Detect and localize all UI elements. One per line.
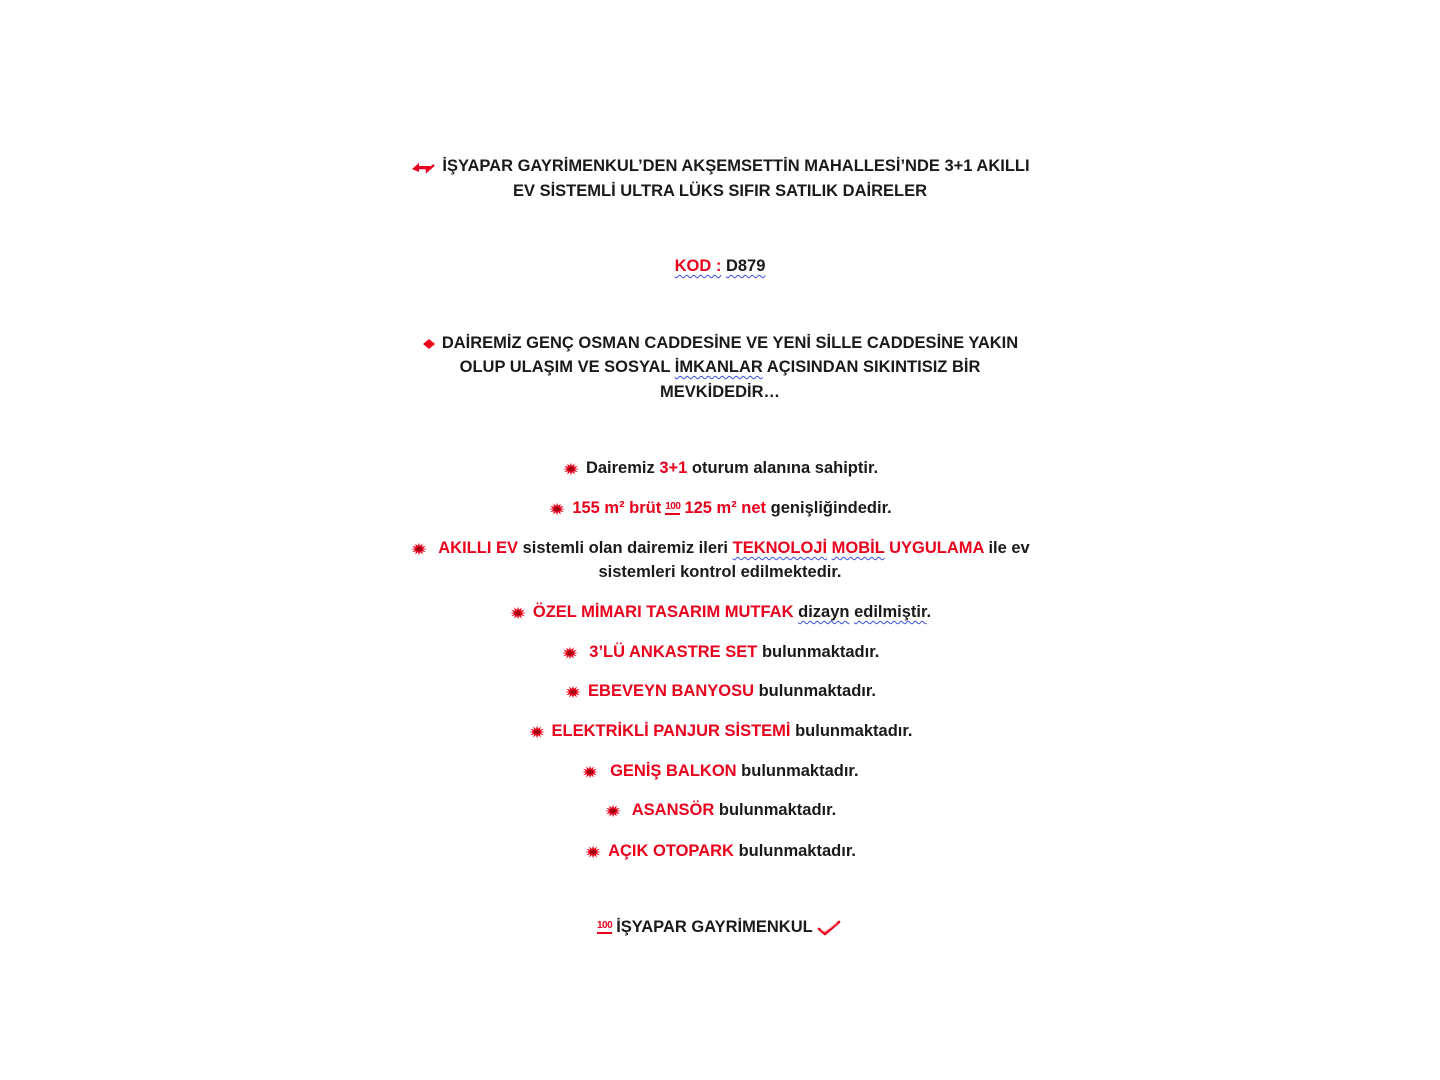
feature-text: bulunmaktadır. xyxy=(741,762,859,780)
feature-highlight: GENİŞ BALKON xyxy=(610,762,737,780)
feature-highlight: TEKNOLOJİ xyxy=(732,539,828,557)
feature-text: dizayn xyxy=(798,603,850,621)
feature-item xyxy=(0,456,1440,480)
feature-highlight: ELEKTRİKLİ PANJUR SİSTEMİ xyxy=(551,722,791,740)
header-title-line-2: EV SİSTEMLİ ULTRA LÜKS SIFIR SATILIK DAİRELER xyxy=(512,182,928,200)
location-text-3: MEVKİDEDİR… xyxy=(659,383,781,401)
feature-text: genişliğindedir. xyxy=(770,499,892,517)
feature-text: . xyxy=(926,603,932,621)
feature-text: ile ev xyxy=(988,539,1030,557)
feature-item xyxy=(0,496,1440,520)
feature-item xyxy=(0,798,1440,822)
feature-highlight: 155 m² brüt xyxy=(572,499,662,517)
feature-item xyxy=(0,640,1440,664)
feature-highlight: 125 m² net xyxy=(684,499,767,517)
code-line xyxy=(0,254,1440,278)
feature-text: edilmiştir xyxy=(854,603,927,621)
red-burst-icon xyxy=(509,606,527,620)
feature-text: oturum alanına sahiptir. xyxy=(691,459,879,477)
feature-text: Dairemiz xyxy=(585,459,655,477)
location-text-1: DAİREMİZ GENÇ OSMAN CADDESİNE VE YENİ SİLLE CADDESİNE YAKIN xyxy=(441,334,1019,352)
red-diamond-icon xyxy=(422,338,436,350)
feature-item xyxy=(0,600,1440,624)
feature-text: bulunmaktadır. xyxy=(761,643,880,661)
check-mark-icon xyxy=(817,920,841,936)
feature-item-continued xyxy=(0,560,1440,584)
red-burst-icon xyxy=(528,725,546,739)
feature-highlight: MOBİL xyxy=(831,539,885,557)
feature-item xyxy=(0,759,1440,783)
location-line-2 xyxy=(0,355,1440,379)
red-burst-icon xyxy=(564,685,582,699)
location-text-2b: İMKANLAR xyxy=(674,358,763,376)
red-arrows-icon xyxy=(410,160,436,174)
feature-text: bulunmaktadır. xyxy=(795,722,913,740)
location-text-2a: OLUP ULAŞIM VE SOSYAL xyxy=(459,358,671,376)
header-line-2 xyxy=(0,179,1440,203)
red-burst-icon xyxy=(561,646,579,660)
feature-text: bulunmaktadır. xyxy=(718,801,837,819)
footer-brand: İŞYAPAR GAYRİMENKUL xyxy=(616,918,813,936)
location-text-2c: AÇISINDAN SIKINTISIZ BİR xyxy=(766,358,981,376)
feature-text: bulunmaktadır. xyxy=(738,842,856,860)
feature-highlight: ÖZEL MİMARI TASARIM MUTFAK xyxy=(532,603,794,621)
feature-text: sistemleri kontrol edilmektedir. xyxy=(598,563,842,581)
red-burst-icon xyxy=(584,845,602,859)
feature-highlight: 3+1 xyxy=(659,459,688,477)
feature-highlight: AKILLI EV xyxy=(438,539,519,557)
feature-highlight: 3’LÜ ANKASTRE SET xyxy=(589,643,758,661)
feature-highlight: ASANSÖR xyxy=(631,801,715,819)
feature-highlight: EBEVEYN BANYOSU xyxy=(588,682,754,700)
footer-line xyxy=(0,915,1440,939)
hundred-points-icon: 100 xyxy=(597,921,612,934)
location-line-3 xyxy=(0,380,1440,404)
feature-item xyxy=(0,679,1440,703)
header-title-line-1: İŞYAPAR GAYRİMENKUL’DEN AKŞEMSETTİN MAHALLESİ’NDE 3+1 AKILLI xyxy=(442,157,1030,175)
feature-highlight: UYGULAMA xyxy=(889,539,984,557)
hundred-points-icon: 100 xyxy=(665,502,680,515)
feature-item xyxy=(0,536,1440,560)
red-burst-icon xyxy=(604,804,622,818)
header-line-1 xyxy=(0,154,1440,178)
feature-text: bulunmaktadır. xyxy=(758,682,876,700)
code-label: KOD : xyxy=(674,257,722,275)
red-burst-icon xyxy=(562,462,580,476)
red-burst-icon xyxy=(581,765,599,779)
feature-item xyxy=(0,839,1440,863)
feature-text: sistemli olan dairemiz ileri xyxy=(522,539,729,557)
red-burst-icon xyxy=(410,542,428,556)
red-burst-icon xyxy=(548,502,566,516)
feature-highlight: AÇIK OTOPARK xyxy=(608,842,734,860)
location-line-1 xyxy=(0,331,1440,355)
feature-item xyxy=(0,719,1440,743)
code-value: D879 xyxy=(725,257,766,275)
